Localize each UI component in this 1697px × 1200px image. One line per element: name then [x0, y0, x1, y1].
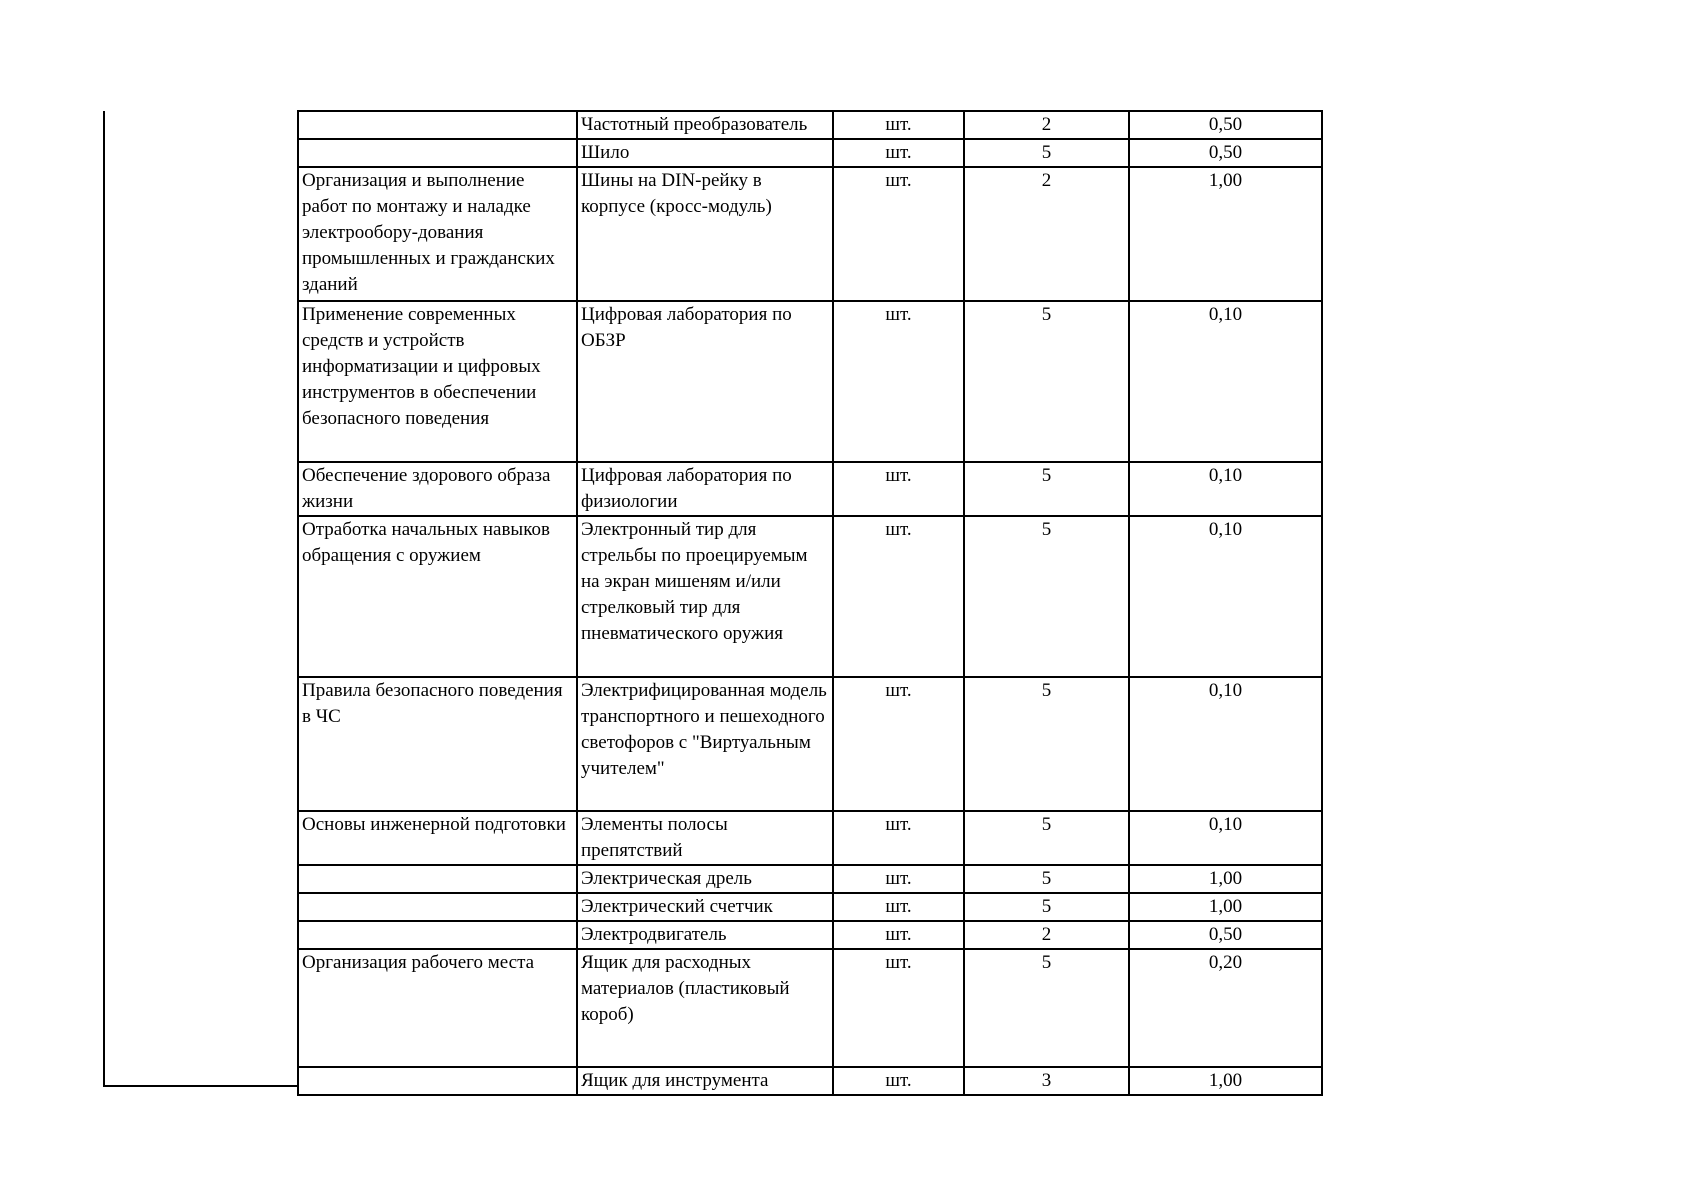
quantity-cell: 5 — [964, 516, 1129, 677]
item-name-cell: Электрическая дрель — [577, 865, 833, 893]
unit-cell: шт. — [833, 167, 964, 301]
outer-column-bottom-border — [103, 1085, 298, 1087]
coefficient-cell: 1,00 — [1129, 865, 1322, 893]
unit-cell: шт. — [833, 139, 964, 167]
topic-cell — [298, 865, 577, 893]
coefficient-cell: 0,50 — [1129, 921, 1322, 949]
unit-cell: шт. — [833, 811, 964, 865]
quantity-cell: 5 — [964, 301, 1129, 462]
item-name-cell: Электрифицированная модель транспортного и пешеходного светофоров с "Виртуальным учителем" — [577, 677, 833, 811]
coefficient-cell: 1,00 — [1129, 167, 1322, 301]
quantity-cell: 5 — [964, 811, 1129, 865]
unit-cell: шт. — [833, 893, 964, 921]
unit-cell: шт. — [833, 111, 964, 139]
quantity-cell: 2 — [964, 111, 1129, 139]
quantity-cell: 5 — [964, 462, 1129, 516]
topic-cell: Применение современных средств и устройств информатизации и цифровых инструментов в обеспечении безопасного поведения — [298, 301, 577, 462]
topic-cell: Организация рабочего места — [298, 949, 577, 1067]
table-row — [298, 677, 1322, 811]
item-name-cell: Шило — [577, 139, 833, 167]
item-name-cell: Цифровая лаборатория по физиологии — [577, 462, 833, 516]
quantity-cell: 2 — [964, 167, 1129, 301]
table-row — [298, 516, 1322, 677]
coefficient-cell: 0,50 — [1129, 139, 1322, 167]
topic-cell — [298, 921, 577, 949]
unit-cell: шт. — [833, 677, 964, 811]
quantity-cell: 2 — [964, 921, 1129, 949]
topic-cell: Организация и выполнение работ по монтажу и наладке электрообору-дования промышленных и гражданских зданий — [298, 167, 577, 301]
topic-cell: Основы инженерной подготовки — [298, 811, 577, 865]
table-row — [298, 139, 1322, 167]
table-row — [298, 921, 1322, 949]
coefficient-cell: 0,50 — [1129, 111, 1322, 139]
item-name-cell: Шины на DIN-рейку в корпусе (кросс-модуль) — [577, 167, 833, 301]
unit-cell: шт. — [833, 1067, 964, 1095]
item-name-cell: Цифровая лаборатория по ОБЗР — [577, 301, 833, 462]
outer-column-left-border — [103, 111, 105, 1086]
unit-cell: шт. — [833, 301, 964, 462]
unit-cell: шт. — [833, 516, 964, 677]
coefficient-cell: 0,10 — [1129, 811, 1322, 865]
table-row — [298, 111, 1322, 139]
table-row — [298, 301, 1322, 462]
item-name-cell: Ящик для инструмента — [577, 1067, 833, 1095]
coefficient-cell: 0,10 — [1129, 462, 1322, 516]
topic-cell — [298, 1067, 577, 1095]
table-row — [298, 811, 1322, 865]
topic-cell — [298, 111, 577, 139]
item-name-cell: Элементы полосы препятствий — [577, 811, 833, 865]
table-row — [298, 167, 1322, 301]
unit-cell: шт. — [833, 865, 964, 893]
item-name-cell: Ящик для расходных материалов (пластиковый короб) — [577, 949, 833, 1067]
coefficient-cell: 0,10 — [1129, 301, 1322, 462]
unit-cell: шт. — [833, 921, 964, 949]
topic-cell: Отработка начальных навыков обращения с оружием — [298, 516, 577, 677]
coefficient-cell: 1,00 — [1129, 893, 1322, 921]
quantity-cell: 5 — [964, 949, 1129, 1067]
item-name-cell: Частотный преобразователь — [577, 111, 833, 139]
table-row — [298, 893, 1322, 921]
coefficient-cell: 0,10 — [1129, 516, 1322, 677]
topic-cell — [298, 893, 577, 921]
item-name-cell: Электродвигатель — [577, 921, 833, 949]
quantity-cell: 5 — [964, 865, 1129, 893]
equipment-table — [297, 110, 1323, 1096]
table-row — [298, 1067, 1322, 1095]
quantity-cell: 5 — [964, 677, 1129, 811]
topic-cell: Правила безопасного поведения в ЧС — [298, 677, 577, 811]
item-name-cell: Электронный тир для стрельбы по проецируемым на экран мишеням и/или стрелковый тир для пневматического оружия — [577, 516, 833, 677]
coefficient-cell: 0,20 — [1129, 949, 1322, 1067]
unit-cell: шт. — [833, 949, 964, 1067]
item-name-cell: Электрический счетчик — [577, 893, 833, 921]
topic-cell — [298, 139, 577, 167]
unit-cell: шт. — [833, 462, 964, 516]
topic-cell: Обеспечение здорового образа жизни — [298, 462, 577, 516]
table-row — [298, 462, 1322, 516]
coefficient-cell: 1,00 — [1129, 1067, 1322, 1095]
table-row — [298, 865, 1322, 893]
quantity-cell: 3 — [964, 1067, 1129, 1095]
quantity-cell: 5 — [964, 893, 1129, 921]
table-row — [298, 949, 1322, 1067]
quantity-cell: 5 — [964, 139, 1129, 167]
coefficient-cell: 0,10 — [1129, 677, 1322, 811]
